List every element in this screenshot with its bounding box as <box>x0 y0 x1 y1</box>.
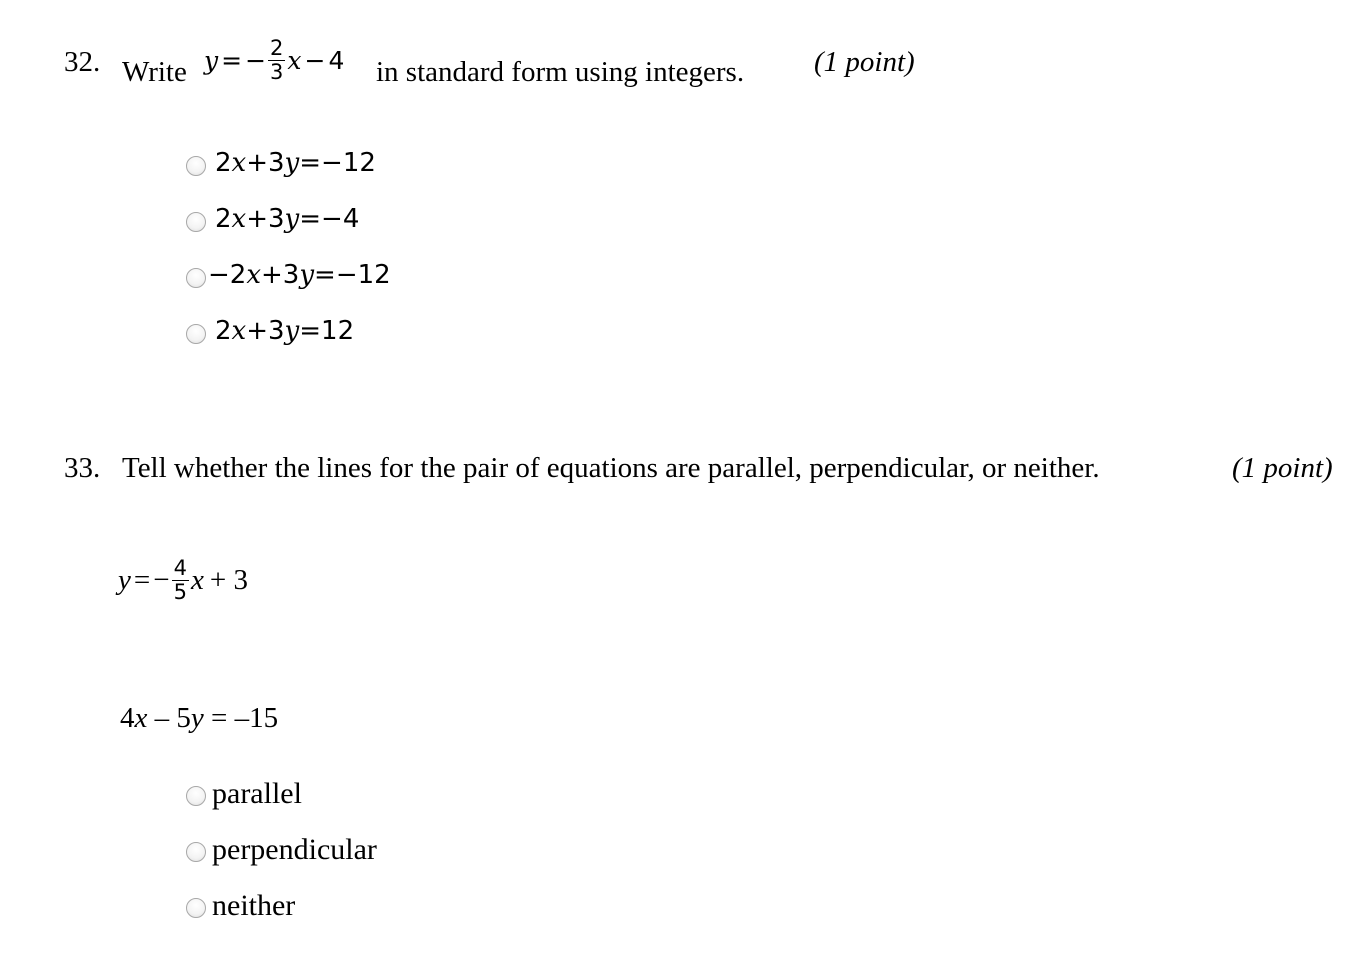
q32-option-2-radio[interactable] <box>186 212 206 232</box>
eq1-numerator: 4 <box>173 556 187 580</box>
question-33-number: 33. <box>64 452 101 484</box>
q32-option-2-label[interactable]: 2x+3y=−4 <box>215 204 360 234</box>
question-32-points: (1 point) <box>814 46 915 78</box>
eq-constant: 4 <box>328 46 345 75</box>
eq-equals: = <box>221 46 243 75</box>
q32-option-1-label[interactable]: 2x+3y=−12 <box>215 148 376 178</box>
eq-var-x: x <box>287 46 302 75</box>
question-33-points: (1 point) <box>1232 452 1333 484</box>
eq1-fraction <box>172 558 189 603</box>
question-32-equation <box>204 38 344 83</box>
q33-option-parallel-radio[interactable] <box>186 786 206 806</box>
eq1-var-x: x <box>190 564 204 596</box>
q33-option-neither-label[interactable]: neither <box>212 889 296 922</box>
q32-option-4-label[interactable]: 2x+3y=12 <box>215 316 355 346</box>
q33-option-perpendicular-radio[interactable] <box>186 842 206 862</box>
question-32-suffix: in standard form using integers. <box>376 56 745 88</box>
eq1-tail: + 3 <box>209 564 248 596</box>
q33-option-parallel-label[interactable]: parallel <box>212 777 302 810</box>
q33-option-perpendicular-label[interactable]: perpendicular <box>212 833 377 866</box>
eq1-denominator: 5 <box>173 580 187 604</box>
eq1-minus: − <box>153 564 170 596</box>
eq1-var-y: y <box>118 564 131 596</box>
fraction-denominator: 3 <box>270 60 284 84</box>
fraction <box>268 38 285 83</box>
eq-minus: − <box>245 46 267 75</box>
fraction-numerator: 2 <box>270 36 284 60</box>
q32-option-1-radio[interactable] <box>186 156 206 176</box>
question-33-equation-1 <box>118 558 248 603</box>
q32-option-3-radio[interactable] <box>186 268 206 288</box>
eq-minus: − <box>304 46 326 75</box>
q32-option-4-radio[interactable] <box>186 324 206 344</box>
question-32-number: 32. <box>64 46 101 78</box>
q33-option-neither-radio[interactable] <box>186 898 206 918</box>
eq-var-y: y <box>204 46 219 75</box>
question-33-text: Tell whether the lines for the pair of equations are parallel, perpendicular, or neither. <box>122 452 1100 484</box>
question-32-prefix: Write <box>122 56 187 88</box>
question-33-equation-2: 4x – 5y = –15 <box>120 702 279 734</box>
eq1-equals: = <box>133 564 151 596</box>
q32-option-3-label[interactable]: −2x+3y=−12 <box>208 260 391 290</box>
